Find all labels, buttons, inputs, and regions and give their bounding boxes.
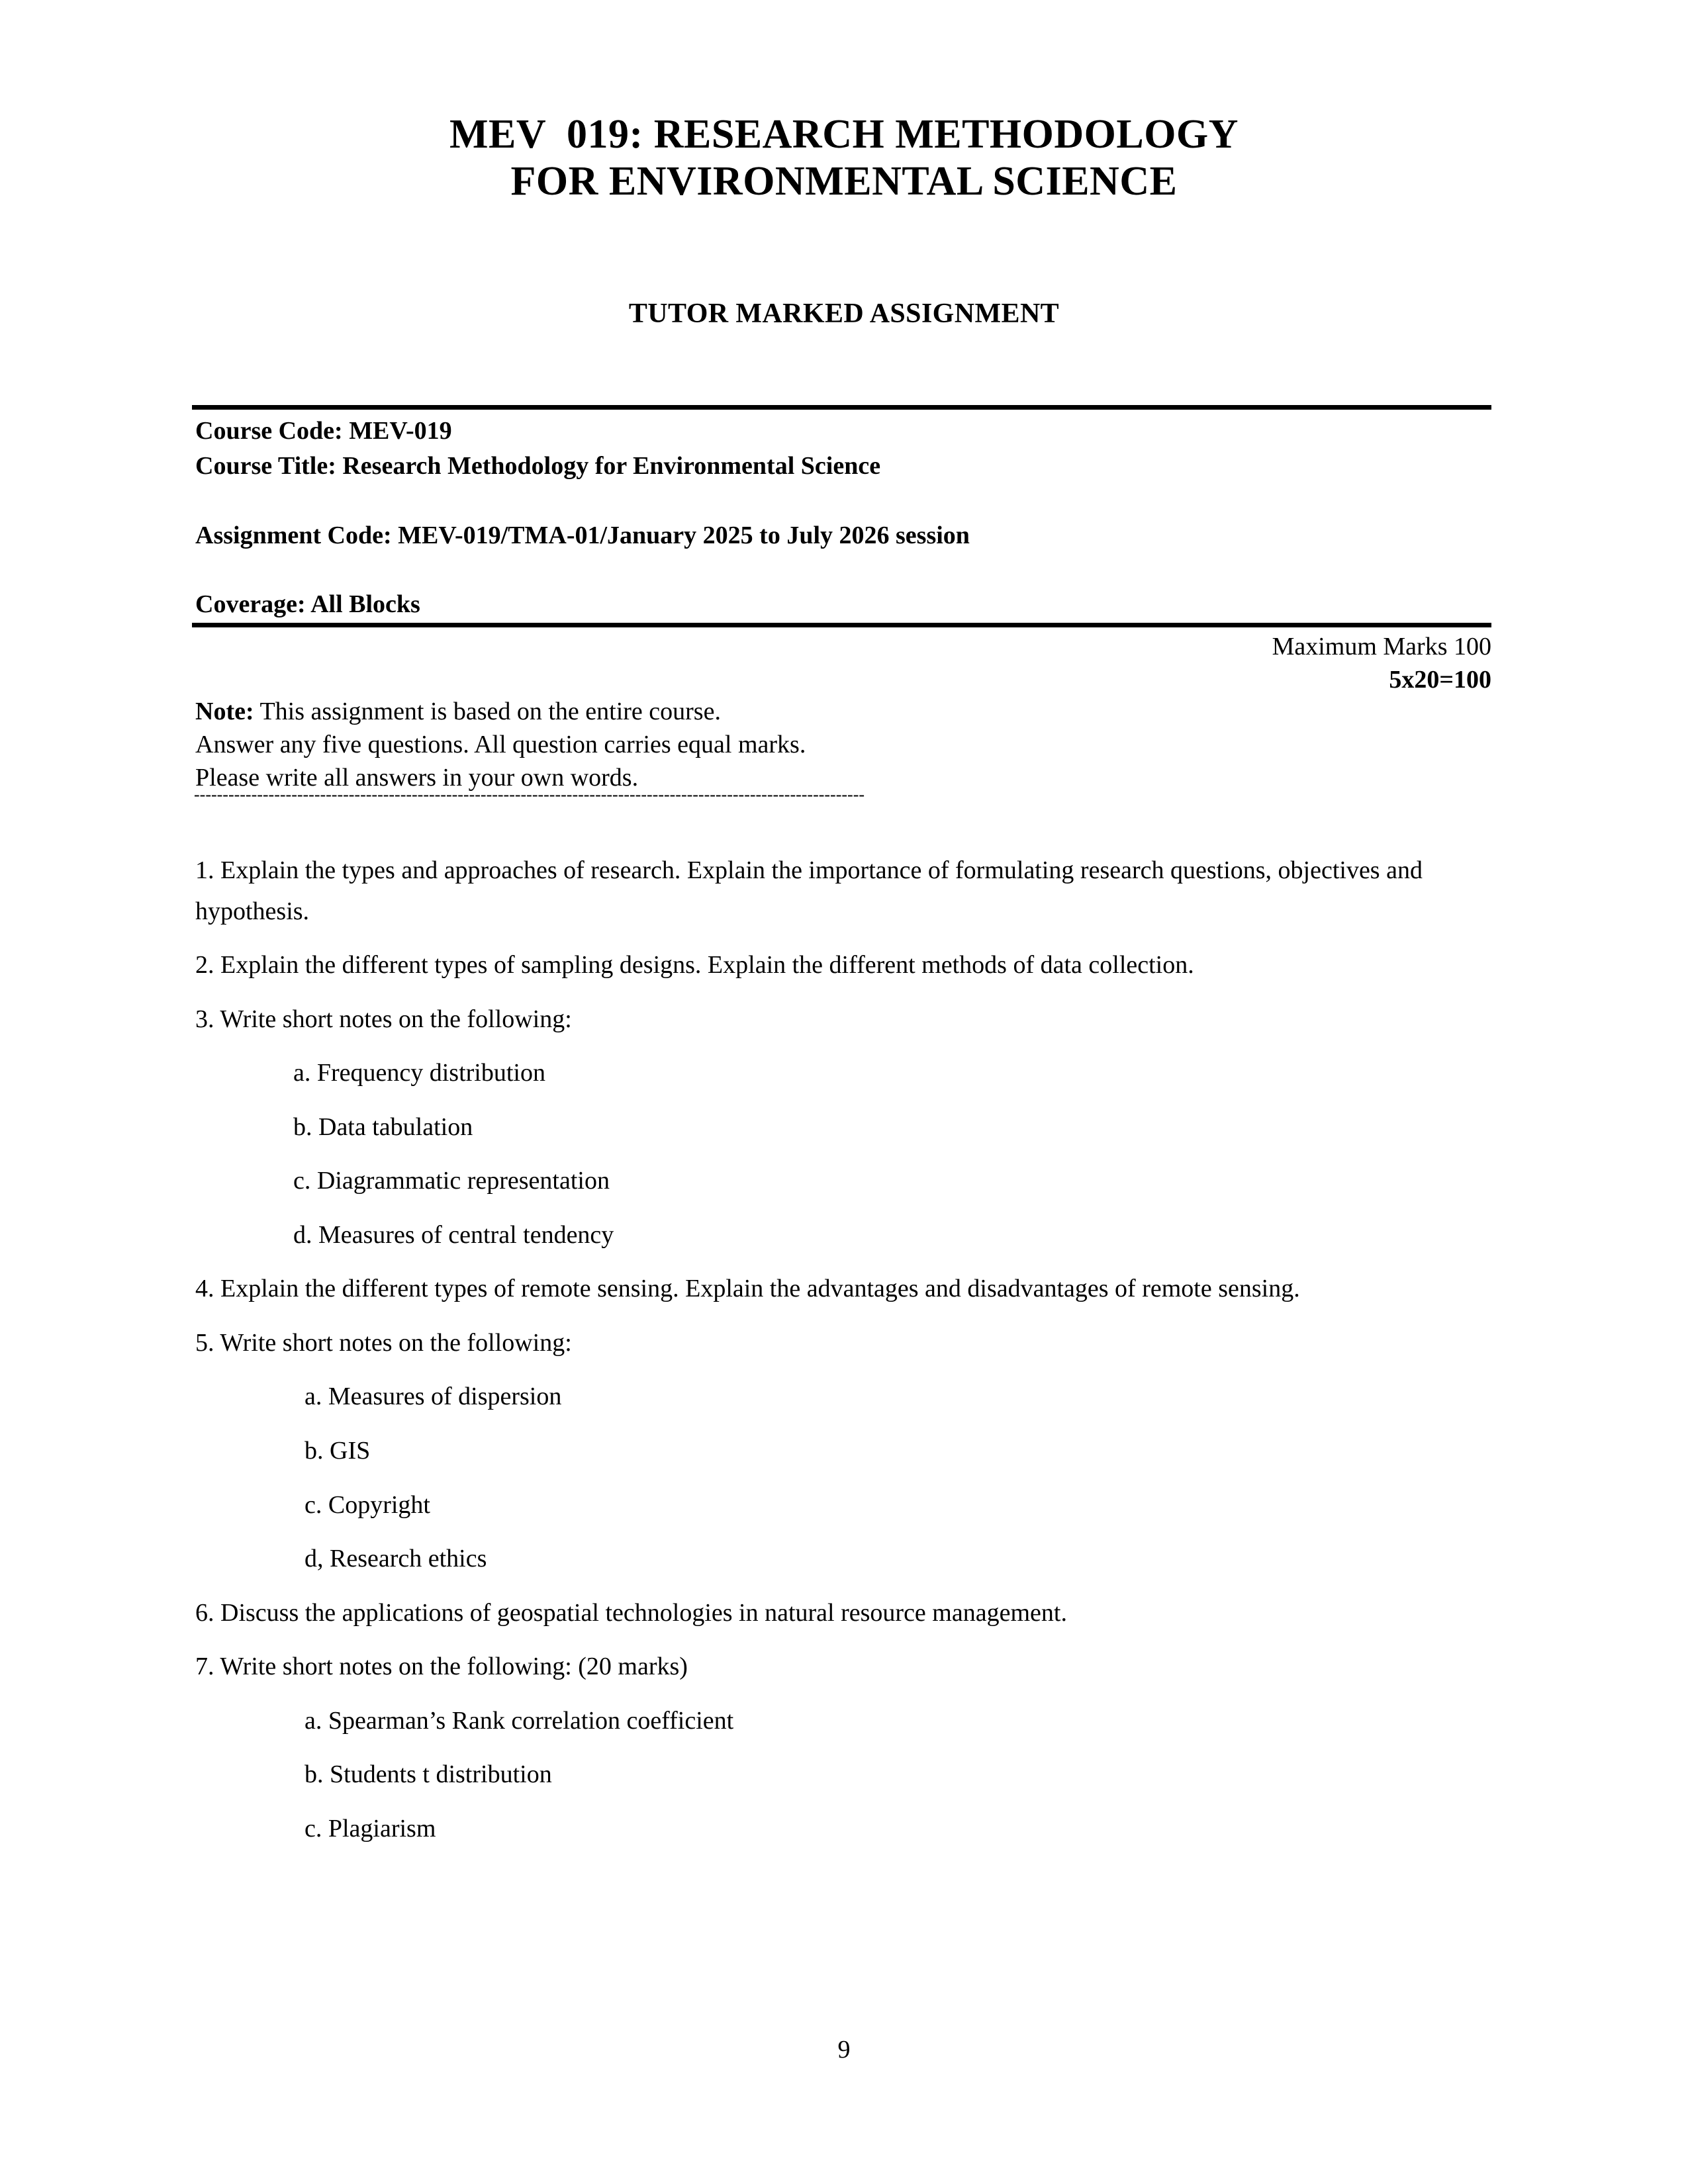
page-title bbox=[0, 111, 1688, 205]
title-line-1: MEV 019: RESEARCH METHODOLOGY bbox=[449, 112, 1239, 157]
page-number: 9 bbox=[837, 2036, 851, 2064]
question-subitem: b. Data tabulation bbox=[293, 1113, 473, 1141]
note-text-1: This assignment is based on the entire course. bbox=[259, 698, 721, 725]
question-subitem: c. Copyright bbox=[305, 1490, 430, 1519]
question-subitem: d. Measures of central tendency bbox=[293, 1220, 614, 1249]
question-item: 7. Write short notes on the following: (20 marks) bbox=[195, 1653, 688, 1681]
question-item: 4. Explain the different types of remote sensing. Explain the advantages and disadvantages of remote sensing. bbox=[195, 1275, 1300, 1303]
note-line-1 bbox=[195, 695, 1493, 729]
question-subitem: d, Research ethics bbox=[305, 1545, 487, 1573]
course-title: Course Title: Research Methodology for Environmental Science bbox=[195, 452, 881, 480]
question-list bbox=[195, 850, 1499, 1862]
question-item: 2. Explain the different types of sampling designs. Explain the different methods of data collection. bbox=[195, 951, 1194, 979]
dashed-separator: --------------------------------------------------------------------------------------------------------------------- bbox=[194, 789, 865, 804]
question-subitem: c. Diagrammatic representation bbox=[293, 1167, 610, 1195]
marks-breakdown: 5x20=100 bbox=[1389, 666, 1491, 694]
question-item: 1. Explain the types and approaches of research. Explain the importance of formulating research questions, objectives and hypothesis. bbox=[195, 856, 1423, 925]
coverage: Coverage: All Blocks bbox=[195, 590, 420, 618]
note-line-2: Answer any five questions. All question carries equal marks. bbox=[195, 731, 806, 758]
question-subitem: b. GIS bbox=[305, 1437, 371, 1465]
question-subitem: a. Frequency distribution bbox=[293, 1059, 545, 1087]
question-item: 3. Write short notes on the following: bbox=[195, 1005, 572, 1033]
question-item: 6. Discuss the applications of geospatial technologies in natural resource management. bbox=[195, 1598, 1067, 1627]
assignment-heading: TUTOR MARKED ASSIGNMENT bbox=[628, 298, 1060, 329]
maximum-marks: Maximum Marks 100 bbox=[1272, 633, 1491, 660]
question-item: 5. Write short notes on the following: bbox=[195, 1328, 572, 1357]
note-label: Note: bbox=[195, 698, 254, 725]
assignment-code: Assignment Code: MEV-019/TMA-01/January 2025 to July 2026 session bbox=[195, 522, 970, 549]
course-code: Course Code: MEV-019 bbox=[195, 417, 452, 445]
title-line-2: FOR ENVIRONMENTAL SCIENCE bbox=[510, 158, 1178, 204]
question-subitem: a. Measures of dispersion bbox=[305, 1383, 562, 1411]
divider-bottom bbox=[192, 623, 1491, 627]
question-subitem: b. Students t distribution bbox=[305, 1760, 552, 1789]
question-subitem: c. Plagiarism bbox=[305, 1814, 436, 1843]
question-subitem: a. Spearman’s Rank correlation coefficient bbox=[305, 1706, 734, 1735]
note-line-3: Please write all answers in your own words. bbox=[195, 764, 639, 792]
divider-top bbox=[192, 405, 1491, 410]
